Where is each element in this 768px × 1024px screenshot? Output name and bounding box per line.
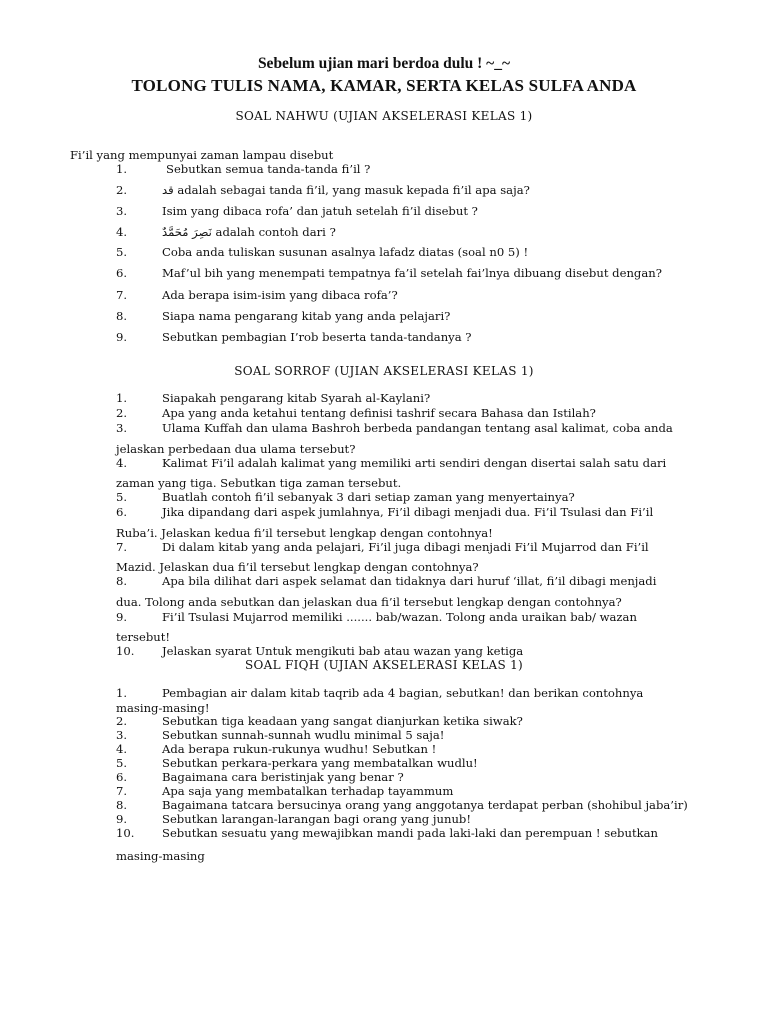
question-text-continued: masing-masing! [116, 701, 210, 715]
question-text: Ada berapa rukun-rukunya wudhu! Sebutkan ! [162, 742, 437, 756]
section-title-nahwu: SOAL NAHWU (UJIAN AKSELERASI KELAS 1) [235, 109, 533, 123]
question-number: 4. [116, 456, 128, 470]
question-text-continued: Mazid. Jelaskan dua fi’il tersebut lengkap dengan contohnya? [116, 560, 479, 574]
arabic-text: قد [162, 183, 174, 197]
question-number: 3. [116, 421, 128, 435]
question-text: Bagaimana tatcara bersucinya orang yang anggotanya terdapat perban (shohibul jaba’ir) [162, 798, 688, 812]
question-number: 10. [116, 826, 135, 840]
question-number: 2. [116, 714, 128, 728]
header-line-2: TOLONG TULIS NAMA, KAMAR, SERTA KELAS SULFA ANDA [131, 76, 637, 95]
question-number: 6. [116, 505, 128, 519]
question-number: 1. [116, 391, 128, 405]
question-text: Sebutkan larangan-larangan bagi orang yang junub! [162, 812, 471, 826]
question-text: Buatlah contoh fi’il sebanyak 3 dari setiap zaman yang menyertainya? [162, 490, 575, 504]
question-text-continued: tersebut! [116, 630, 171, 644]
question-number: 4. [116, 225, 128, 239]
question-text: Ada berapa isim-isim yang dibaca rofa’? [162, 288, 398, 302]
question-number: 10. [116, 644, 135, 658]
question-number: 3. [116, 728, 128, 742]
question-number: 6. [116, 266, 128, 280]
question-text: Sebutkan tiga keadaan yang sangat dianjurkan ketika siwak? [162, 714, 523, 728]
question-text [162, 225, 336, 239]
question-number: 8. [116, 574, 128, 588]
question-text: Pembagian air dalam kitab taqrib ada 4 bagian, sebutkan! dan berikan contohnya [162, 686, 644, 700]
question-number: 5. [116, 756, 128, 770]
question-text: Sebutkan pembagian I’rob beserta tanda-tandanya ? [162, 330, 472, 344]
question-text-continued: Ruba’i. Jelaskan kedua fi’il tersebut lengkap dengan contohnya! [116, 526, 493, 540]
question-number: 8. [116, 309, 128, 323]
question-text-continued: jelaskan perbedaan dua ulama tersebut? [116, 442, 356, 456]
question-text-tail: adalah contoh dari ? [211, 225, 336, 239]
question-number: 7. [116, 784, 128, 798]
question-number: 9. [116, 330, 128, 344]
question-text: Jelaskan syarat Untuk mengikuti bab atau wazan yang ketiga [162, 644, 524, 658]
question-text: Apa yang anda ketahui tentang definisi tashrif secara Bahasa dan Istilah? [162, 406, 596, 420]
section-title-fiqh: SOAL FIQH (UJIAN AKSELERASI KELAS 1) [244, 658, 524, 672]
question-text: Coba anda tuliskan susunan asalnya lafadz diatas (soal n0 5) ! [162, 245, 529, 259]
question-text-continued: masing-masing [116, 849, 205, 863]
question-text: Sebutkan perkara-perkara yang membatalkan wudlu! [162, 756, 478, 770]
question-number: 9. [116, 812, 128, 826]
question-text: Siapakah pengarang kitab Syarah al-Kaylani? [162, 391, 431, 405]
header-line-1: Sebelum ujian mari berdoa dulu ! ~_~ [257, 55, 511, 72]
question-number: 6. [116, 770, 128, 784]
question-text [162, 183, 530, 197]
question-number: 8. [116, 798, 128, 812]
question-text-continued: dua. Tolong anda sebutkan dan jelaskan dua fi’il tersebut lengkap dengan contohnya? [116, 595, 622, 609]
question-text: Di dalam kitab yang anda pelajari, Fi’il juga dibagi menjadi Fi’il Mujarrod dan Fi’il [162, 540, 649, 554]
question-text-tail: adalah sebagai tanda fi’il, yang masuk kepada fi’il apa saja? [173, 183, 530, 197]
question-text: Apa bila dilihat dari aspek selamat dan tidaknya dari huruf ‘illat, fi’il dibagi menjadi [162, 574, 657, 588]
nahwu-intro: Fi’il yang mempunyai zaman lampau disebut [70, 148, 334, 162]
question-number: 1. [116, 686, 128, 700]
question-text: Kalimat Fi’il adalah kalimat yang memiliki arti sendiri dengan disertai salah satu dari [162, 456, 667, 470]
question-text: Bagaimana cara beristinjak yang benar ? [162, 770, 404, 784]
question-number: 1. [116, 162, 128, 176]
question-number: 7. [116, 288, 128, 302]
question-text: Ulama Kuffah dan ulama Bashroh berbeda pandangan tentang asal kalimat, coba anda [162, 421, 673, 435]
question-number: 2. [116, 406, 128, 420]
question-text: Jika dipandang dari aspek jumlahnya, Fi’il dibagi menjadi dua. Fi’il Tsulasi dan Fi’il [162, 505, 654, 519]
question-number: 5. [116, 490, 128, 504]
question-number: 4. [116, 742, 128, 756]
question-number: 9. [116, 610, 128, 624]
question-text: Isim yang dibaca rofa’ dan jatuh setelah fi’il disebut ? [162, 204, 478, 218]
question-text: Sebutkan semua tanda-tanda fi’il ? [166, 162, 371, 176]
question-text-continued: zaman yang tiga. Sebutkan tiga zaman tersebut. [116, 476, 402, 490]
section-title-sorrof: SOAL SORROF (UJIAN AKSELERASI KELAS 1) [234, 364, 534, 378]
question-text: Apa saja yang membatalkan terhadap tayammum [162, 784, 454, 798]
question-number: 7. [116, 540, 128, 554]
question-number: 2. [116, 183, 128, 197]
question-text: Sebutkan sesuatu yang mewajibkan mandi pada laki-laki dan perempuan ! sebutkan [162, 826, 659, 840]
question-text: Maf’ul bih yang menempati tempatnya fa’il setelah fai’lnya dibuang disebut dengan? [162, 266, 662, 280]
question-number: 3. [116, 204, 128, 218]
arabic-text: نَصِرَ مُحَمَّدٌ [162, 225, 212, 239]
question-number: 5. [116, 245, 128, 259]
question-text: Sebutkan sunnah-sunnah wudlu minimal 5 saja! [162, 728, 445, 742]
question-text: Siapa nama pengarang kitab yang anda pelajari? [162, 309, 451, 323]
question-text: Fi’il Tsulasi Mujarrod memiliki ....... bab/wazan. Tolong anda uraikan bab/ wazan [162, 610, 637, 624]
